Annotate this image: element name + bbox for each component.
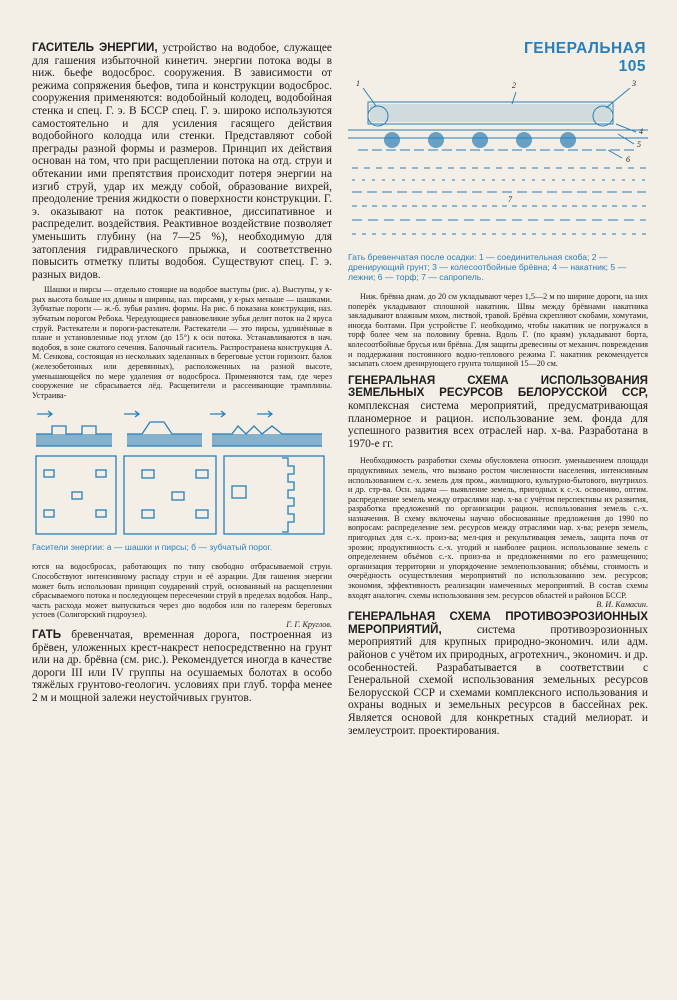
term-genschema-zem: ГЕНЕРАЛЬНАЯ СХЕМА ИСПОЛЬЗОВАНИЯ ЗЕМЕЛЬНЫХ РЕСУРСОВ БЕЛОРУССКОЙ ССР,	[348, 373, 648, 400]
fig-label-1: 1	[356, 79, 360, 88]
article-gasitel	[32, 42, 332, 281]
figure-caption-gat: Гать бревенчатая после осадки: 1 — соединительная скоба; 2 — дренирующий грунт; 3 — колесоотбойные брёвна; 4 — накатник; 5 — лежни; 6 — торф; 7 — сапропель.	[348, 252, 627, 282]
page-number: 105	[618, 58, 646, 75]
left-column	[32, 42, 332, 705]
fig-label-6: 6	[626, 155, 630, 164]
term-genschema-erosion: ГЕНЕРАЛЬНАЯ СХЕМА ПРОТИВОЭРОЗИОННЫХ МЕРОПРИЯТИЙ,	[348, 610, 648, 636]
fig-label-7: 7	[508, 195, 512, 204]
gat-diagram	[348, 72, 648, 250]
gasiteli-diagram	[32, 406, 332, 540]
author-kamasin: В. И. Камасин.	[596, 600, 648, 610]
figure-gat	[348, 72, 648, 250]
page-header	[506, 40, 646, 76]
genschema-zem-text: комплексная система мероприятий, предусматривающая планомерное и рацион. использование зем. фонда для успешного развития всех отраслей нар. х-ва. Разработана в 1970-е гг.	[348, 399, 648, 450]
gat-continued-text: Ниж. брёвна диам. до 20 см укладывают через 1,5—2 м по ширине дороги, на них поперёк укладывают сплошной накатник. Швы между брёвнами накатника закладывают влажным мхом, листвой, травой. Брёвна скрепляют скобами, хомутами, иногда болтами. При устройстве Г. необходимо, чтобы накатник не погружался в торф более чем на половину бревна. Вдоль Г. (по краям) укладывают борта, колесоотбойные брусья или брёвна. Для защиты древесины от механич. повреждения и поддержания постоянного водно-теплового режима Г. накатник рекомендуется засыпать слоем дренирующего грунта толщиной 15—20 см.	[348, 292, 648, 369]
author-kruglov: Г. Г. Круглов.	[286, 619, 332, 629]
article-genschema-zem	[348, 375, 648, 451]
genschema-erosion-text: система противоэрозионных мероприятий для крупных природно-экономич. или адм. районов с учётом их природных, агротехнич., экономич. и др. особенностей. Разрабатывается в соответствии с Генеральной схемой использования земельных ресурсов Белорусской ССР и схемами комплексного использования и охраны водных и земельных ресурсов в бассейнах рек. Является основой для конкретных стадий мелиорат. и землеустроит. проектирования.	[348, 623, 648, 737]
fig-label-5: 5	[637, 140, 641, 149]
fig-label-2: 2	[512, 81, 516, 90]
figure-gasiteli	[32, 406, 332, 540]
header-title: ГЕНЕРАЛЬНАЯ	[523, 40, 646, 57]
article-genschema-erosion	[348, 611, 648, 737]
gasitel-continued-text: ются на водосбросах, работающих по типу свободно отбрасываемой струи. Способствуют интенсивному распаду струи и её аэрации. Для гашения энергии может быть использован принцип соударений струй, основанный на расщеплении сбрасываемого потока и последующем пересечении струй в пределах водобоя. Напр., часть расхода может выпускаться через дно водобоя или по галереям береговых устоев (Солигорский гидроузел).	[32, 562, 332, 620]
fig-label-4: 4	[639, 127, 643, 136]
gasitel-types-text: Шашки и пирсы — отдельно стоящие на водобое выступы (рис. а). Выступы, у к-рых высота больше их длины и ширины, наз. пирсами, у к-рых меньше — шашками. Зубчатые пороги — ж.-б. зубья различ. формы. На рис. б показана конструкция, наз. зубчатым порогом Ребокa. Чередующиеся равновеликие зубья делит поток на 2 яруса струй. Растекатели и пороги-растекатели. Растекатели — это пирсы, удлинённые в плане и установленные под углом (до 15°) к оси потока. Устанавливаются в нач. водобоя, в зоне сжатого сечения. Балочный гаситель. Распространена конструкция А. М. Сенкова, состоящая из нескольких заделанных в береговые устои горизонт. балок (железобетонных или деревянных), расположенных на разной высоте, уменьшающейся по мере удаления от водосброса. Применяются там, где через сооружение не сбрасывается лёд. Расщепители и рассеивающие трамплины. Устраива-	[32, 285, 332, 400]
gat-text: бревенчатая, временная дорога, построенная из брёвен, уложенных крест-накрест непосредственно на грунт или на др. брёвна (см. рис.). Рекомендуется иногда в качестве дороги III или IV группы на осушаемых болотах в особо тяжёлых грунтово-геологич. условиях при глуб. торфа менее 2 м и мощной залежи неустойчивых грунтов.	[32, 628, 332, 704]
figure-caption-gasiteli: Гасители энергии: а — шашки и пирсы; б — зубчатый порог.	[32, 542, 273, 553]
article-gat	[32, 629, 332, 705]
right-column	[348, 72, 648, 737]
gasitel-text: устройство на водобое, служащее для гашения избыточной кинетич. энергии потока воды в ниж. бьефе водосброс. сооружения. В зависимости от режима сопряжения бьефов, типа и конструкции водосброс. сооружения применяются: водобойный колодец, водобойная стенка и спец. Г. э. В БССР спец. Г. э. широко используются самостоятельно и для усиления гасящего действия водобойного колодца или стенки. Представляют собой преграды разной формы и размеров. Принцип их действия основан на том, что при расщеплении потока на отд. струи и обтекании ими препятствия происходит потеря энергии на изгиб струй, удар их между собой, образование вихрей, преодоление трения жидкости о поверхности конструкции. Г. э. оказывают на поток реактивное, диссипативное и распределит. воздействия. Реактивное воздействие позволяет уменьшить глубину (на 7—25 %), необходимую для затопления гидравлического прыжка, и соответственно повысить отметку плиты водобоя. Существуют спец. Г. э. разных видов.	[32, 42, 332, 281]
fig-label-3: 3	[632, 79, 636, 88]
term-gat: ГАТЬ	[32, 627, 62, 641]
term-gasitel: ГАСИТЕЛЬ ЭНЕРГИИ,	[32, 41, 158, 54]
genschema-zem-details: Необходимость разработки схемы обусловлена относит. уменьшением площади продуктивных земель, что вызвано ростом численности населения, интенсивным использованием с.-х. земель для пром., жилищного, культурно-бытового, внутрихоз. и др. стр-ва. Осн. задача — выявление земель, пригодных к с.-х. освоению, оптим. распределение земель между отраслями нар. х-ва с учётом перспективы их развития, разработка предложений по организации рацион. использования земель с.-х. назначения. В схему включены научно обоснованные предложения до 1990 по вопросам: распределение зем. ресурсов между отраслями нар. х-ва; резерв земель, пригодных для с.-х. произ-ва; мел-ция и рекультивация земель, защита почв от эрозии; продуктивность с.-х. угодий и наиболее рацион. использование земель с определением объёмов с.-х. произ-ва и предложениями по его размещению; организация территории и упорядочение землепользования; объёмы, стоимость и очерёдность осуществления мероприятий по использованию зем. ресурсов; экономия, эффективность реализации намеченных мероприятий. В состав схемы входят аналогич. схемы использования зем. ресурсов областей и районов БССР.	[348, 456, 648, 600]
